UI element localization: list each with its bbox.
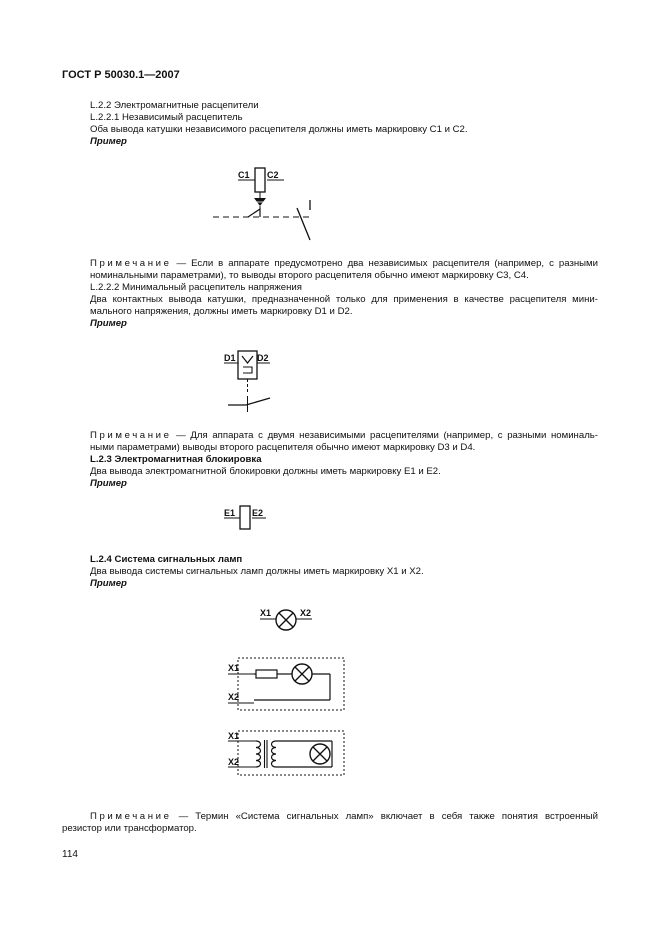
terminal-label-e1: E1 xyxy=(224,508,236,518)
terminal-label-e2: E2 xyxy=(252,508,264,518)
example-label: Пример xyxy=(90,578,127,589)
note-lamps-line2: резистор или трансформатор. xyxy=(62,823,197,834)
lamp-resistor-diagram xyxy=(224,655,350,713)
note-undervoltage-line2: ными параметрами) выводы второго расцепителя обычно имеют маркировку D3 и D4. xyxy=(90,442,476,453)
shunt-release-diagram xyxy=(210,162,330,244)
lamp-diagram xyxy=(250,600,330,636)
terminal-label-d1: D1 xyxy=(224,353,236,363)
note-undervoltage-line1: Примечание — Для аппарата с двумя независимыми расцепителями (например, с разными номиналь- xyxy=(90,430,598,441)
undervoltage-release-diagram xyxy=(210,346,310,418)
note-lamps-line1: Примечание — Термин «Система сигнальных ламп» включает в себя также понятия встроенный xyxy=(90,811,598,822)
terminal-label-x1: X1 xyxy=(260,608,272,618)
paragraph-undervoltage-line1: Два контактных вывода катушки, предназначенной только для применения в качестве расцепителя мини- xyxy=(90,294,598,305)
terminal-label-x2: X2 xyxy=(228,757,240,767)
document-header: ГОСТ Р 50030.1—2007 xyxy=(62,69,180,81)
interlock-diagram xyxy=(218,502,278,532)
paragraph-interlock: Два вывода электромагнитной блокировки должны иметь маркировку E1 и E2. xyxy=(90,466,441,477)
terminal-label-x2: X2 xyxy=(228,692,240,702)
note-label: Примечание xyxy=(90,811,172,822)
page-number: 114 xyxy=(62,849,78,860)
note-shunt-line1: Примечание — Если в аппарате предусмотрено два независимых расцепителя (например, с разными xyxy=(90,258,598,269)
section-heading-l23: L.2.3 Электромагнитная блокировка xyxy=(90,454,262,465)
example-label: Пример xyxy=(90,318,127,329)
terminal-label-x2: X2 xyxy=(300,608,312,618)
note-label: Примечание xyxy=(90,430,172,441)
paragraph-signal-lamps: Два вывода системы сигнальных ламп должны иметь маркировку X1 и X2. xyxy=(90,566,424,577)
terminal-label-d2: D2 xyxy=(257,353,269,363)
paragraph-undervoltage-line2: мального напряжения, должны иметь маркировку D1 и D2. xyxy=(90,306,353,317)
example-label: Пример xyxy=(90,136,127,147)
terminal-label-x1: X1 xyxy=(228,663,240,673)
terminal-label-x1: X1 xyxy=(228,731,240,741)
example-label: Пример xyxy=(90,478,127,489)
note-label: Примечание xyxy=(90,258,172,269)
section-heading-l24: L.2.4 Система сигнальных ламп xyxy=(90,554,243,565)
subsection-heading-l222: L.2.2.2 Минимальный расцепитель напряжения xyxy=(90,282,302,293)
lamp-transformer-diagram xyxy=(224,728,350,778)
section-heading-l22: L.2.2 Электромагнитные расцепители xyxy=(90,100,259,111)
note-shunt-line2: номинальными параметрами), то выводы второго расцепителя обычно имеют маркировку C3, C4. xyxy=(90,270,529,281)
terminal-label-c1: C1 xyxy=(238,170,250,180)
paragraph-shunt-release: Оба вывода катушки независимого расцепителя должны иметь маркировку C1 и C2. xyxy=(90,124,468,135)
subsection-heading-l221: L.2.2.1 Независимый расцепитель xyxy=(90,112,243,123)
terminal-label-c2: C2 xyxy=(267,170,279,180)
